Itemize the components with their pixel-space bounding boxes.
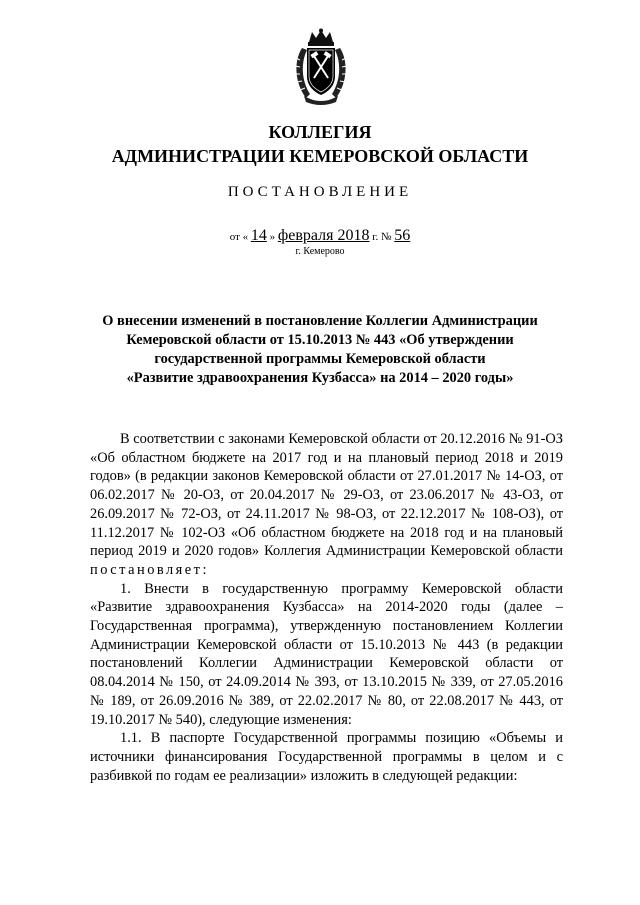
document-number: 56: [394, 227, 411, 244]
document-body: [90, 430, 563, 785]
title-line: Кемеровской области от 15.10.2013 № 443 «Об утверждении: [126, 332, 514, 348]
document-type: ПОСТАНОВЛЕНИЕ: [227, 184, 413, 200]
title-line: государственной программы Кемеровской области: [154, 351, 486, 367]
preamble-text: В соответствии с законами Кемеровской области от 20.12.2016 № 91-ОЗ «Об областном бюджете на 2017 год и на плановый период 2018 и 2019 годов» (в редакции законов Кемеровской области от 27.01.2017 № 14-ОЗ, от 06.02.2017 № 20-ОЗ, от 20.04.2017 № 29-ОЗ, от 23.06.2017 № 43-ОЗ, от 26.09.2017 № 72-ОЗ, от 24.11.2017 № 98-ОЗ, от 22.12.2017 № 108-ОЗ), от 11.12.2017 № 102-ОЗ «Об областном бюджете на 2018 год и на плановый период 2019 и 2020 годов» Коллегия Администрации Кемеровской области: [90, 431, 563, 560]
date-mid: »: [269, 231, 276, 243]
spaced-resolution-word: постановляет:: [90, 561, 209, 578]
date-day: 14: [250, 227, 267, 244]
title-line: «Развитие здравоохранения Кузбасса» на 2014 – 2020 годы»: [126, 370, 514, 386]
coat-of-arms-icon: [292, 28, 350, 106]
title-line: О внесении изменений в постановление Коллегии Администрации: [102, 313, 538, 329]
date-month-year: февраля 2018: [277, 227, 370, 244]
org-name-line1: КОЛЛЕГИЯ: [268, 122, 372, 142]
date-prefix: от «: [229, 231, 249, 243]
date-suffix: г. №: [372, 231, 392, 243]
body-paragraph-item-1: 1. Внести в государственную программу Кемеровской области «Развитие здравоохранения Кузбасса» на 2014-2020 годы (далее – Государственная программа), утвержденную постановлением Коллегии Администрации Кемеровской области от 15.10.2013 № 443 (в редакции постановлений Коллегии Администрации Кемеровской области от 08.04.2014 № 150, от 24.09.2014 № 393, от 13.10.2015 № 339, от 27.05.2016 № 189, от 26.09.2016 № 389, от 22.02.2017 № 80, от 22.08.2017 № 443, от 19.10.2017 № 540), следующие изменения:: [90, 580, 563, 728]
org-name-line2: АДМИНИСТРАЦИИ КЕМЕРОВСКОЙ ОБЛАСТИ: [111, 146, 529, 166]
document-city: г. Кемерово: [295, 246, 345, 257]
body-paragraph-item-1-1: 1.1. В паспорте Государственной программы позицию «Объемы и источники финансирования Государственной программы в целом и с разбивкой по годам ее реализации» изложить в следующей редакции:: [90, 730, 563, 784]
document-title: [90, 312, 550, 388]
body-paragraph-preamble: [90, 430, 563, 580]
document-date-line: [0, 228, 640, 245]
